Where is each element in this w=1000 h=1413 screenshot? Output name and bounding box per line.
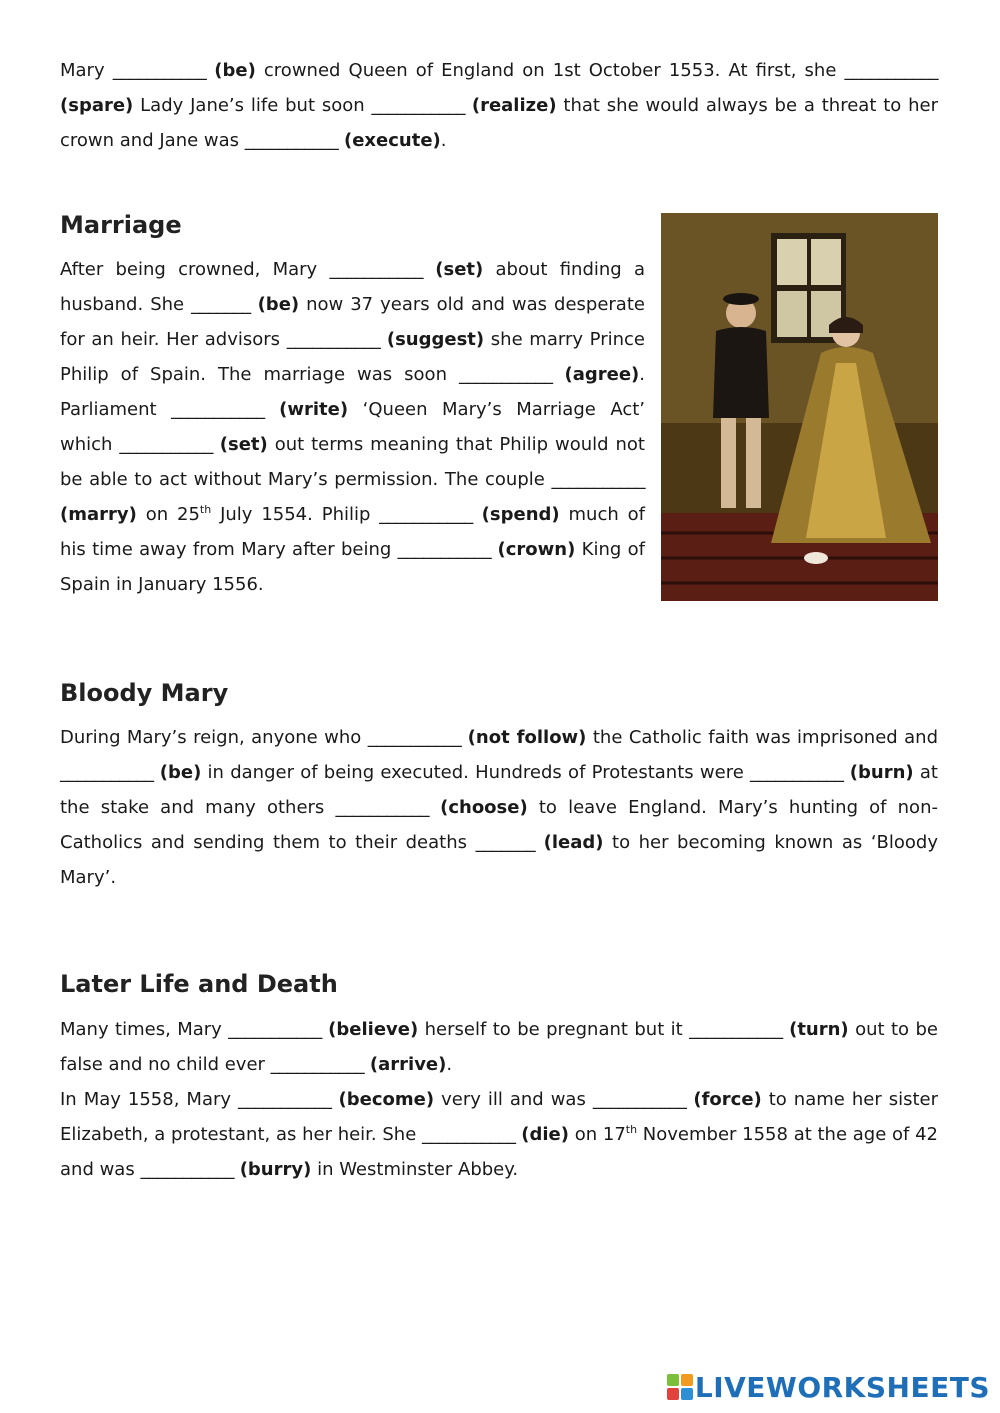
- verb-hint: (die): [521, 1124, 569, 1145]
- text: .: [446, 1054, 453, 1075]
- verb-hint: (write): [279, 399, 349, 420]
- intro-paragraph: [60, 53, 938, 158]
- text: now 37 years old and was desperate for an heir. Her advisors: [60, 294, 645, 350]
- later-life-paragraph-1: [60, 1012, 938, 1082]
- verb-hint: (force): [693, 1089, 762, 1110]
- answer-blank[interactable]: ___________: [750, 762, 844, 783]
- answer-blank[interactable]: ___________: [140, 1159, 234, 1180]
- answer-blank[interactable]: ___________: [60, 762, 154, 783]
- verb-hint: (not follow): [467, 727, 587, 748]
- verb-hint: (spare): [60, 95, 134, 116]
- text: the Catholic faith was imprisoned and: [592, 727, 938, 748]
- verb-hint: (execute): [344, 130, 441, 151]
- verb-hint: (set): [435, 259, 484, 280]
- section-heading-later-life: Later Life and Death: [60, 970, 338, 998]
- verb-hint: (realize): [471, 95, 557, 116]
- text: on 17: [574, 1124, 626, 1145]
- text: July 1554. Philip: [220, 504, 371, 525]
- answer-blank[interactable]: ___________: [112, 60, 207, 81]
- answer-blank[interactable]: ___________: [371, 95, 465, 116]
- text: much of his time away from Mary after being: [60, 504, 645, 560]
- text: During Mary’s reign, anyone who: [60, 727, 362, 748]
- answer-blank[interactable]: ___________: [270, 1054, 365, 1075]
- verb-hint: (suggest): [386, 329, 485, 350]
- answer-blank[interactable]: ___________: [551, 469, 645, 490]
- text: herself to be pregnant but it: [424, 1019, 683, 1040]
- answer-blank[interactable]: ___________: [379, 504, 473, 525]
- answer-blank[interactable]: ___________: [238, 1089, 332, 1110]
- answer-blank[interactable]: ___________: [171, 399, 265, 420]
- answer-blank[interactable]: ___________: [367, 727, 462, 748]
- answer-blank[interactable]: ___________: [689, 1019, 783, 1040]
- answer-blank[interactable]: ___________: [286, 329, 381, 350]
- marriage-paragraph: [60, 252, 645, 602]
- text: Many times, Mary: [60, 1019, 222, 1040]
- verb-hint: (arrive): [369, 1054, 447, 1075]
- text: to leave England. Mary’s hunting of non-Catholics and sending them to their deaths: [60, 797, 938, 853]
- text: she marry Prince Philip of Spain. The marriage was soon: [60, 329, 645, 385]
- text: out to be false and no child ever: [60, 1019, 938, 1075]
- later-life-paragraph-2: [60, 1082, 938, 1187]
- verb-hint: (be): [257, 294, 300, 315]
- bloody-mary-paragraph: [60, 720, 938, 895]
- answer-blank[interactable]: ___________: [458, 364, 553, 385]
- verb-hint: (spend): [481, 504, 560, 525]
- answer-blank[interactable]: ___________: [844, 60, 938, 81]
- verb-hint: (burry): [239, 1159, 312, 1180]
- answer-blank[interactable]: ___________: [422, 1124, 516, 1145]
- text: in danger of being executed. Hundreds of Protestants were: [207, 762, 744, 783]
- portrait-painting-icon: [661, 213, 938, 601]
- text: November 1558 at the age of 42 and was: [60, 1124, 938, 1180]
- verb-hint: (crown): [497, 539, 576, 560]
- text: King of Spain in January 1556.: [60, 539, 645, 595]
- answer-blank[interactable]: ___________: [244, 130, 339, 151]
- verb-hint: (lead): [543, 832, 604, 853]
- verb-hint: (set): [219, 434, 268, 455]
- verb-hint: (turn): [789, 1019, 849, 1040]
- verb-hint: (marry): [60, 504, 137, 525]
- text: Lady Jane’s life but soon: [140, 95, 365, 116]
- text: .: [440, 130, 447, 151]
- text: After being crowned, Mary: [60, 259, 318, 280]
- text: very ill and was: [441, 1089, 586, 1110]
- answer-blank[interactable]: ___________: [329, 259, 423, 280]
- answer-blank[interactable]: _______: [191, 294, 251, 315]
- text: Mary: [60, 60, 105, 81]
- text: out terms meaning that Philip would not be able to act without Mary’s permission. The couple: [60, 434, 645, 490]
- text: that she would always be a threat to her crown and Jane was: [60, 95, 938, 151]
- answer-blank[interactable]: ___________: [592, 1089, 687, 1110]
- liveworksheets-logo: [667, 1367, 990, 1407]
- text: to her becoming known as ‘Bloody Mary’.: [60, 832, 938, 888]
- superscript: th: [199, 503, 212, 516]
- text: to name her sister Elizabeth, a protestant, as her heir. She: [60, 1089, 938, 1145]
- section-heading-bloody-mary: Bloody Mary: [60, 679, 229, 707]
- verb-hint: (be): [159, 762, 202, 783]
- text: In May 1558, Mary: [60, 1089, 232, 1110]
- text: about finding a husband. She: [60, 259, 645, 315]
- verb-hint: (choose): [440, 797, 528, 818]
- verb-hint: (believe): [328, 1019, 419, 1040]
- text: at the stake and many others: [60, 762, 938, 818]
- verb-hint: (burn): [849, 762, 914, 783]
- logo-text: LIVEWORKSHEETS: [694, 1370, 990, 1404]
- verb-hint: (be): [214, 60, 256, 81]
- text: crowned Queen of England on 1st October 1553. At first, she: [263, 60, 837, 81]
- answer-blank[interactable]: ___________: [119, 434, 213, 455]
- superscript: th: [625, 1123, 638, 1136]
- verb-hint: (agree): [564, 364, 640, 385]
- text: in Westminster Abbey.: [317, 1159, 519, 1180]
- section-heading-marriage: Marriage: [60, 211, 182, 239]
- text: . Parliament: [60, 364, 645, 420]
- answer-blank[interactable]: ___________: [228, 1019, 322, 1040]
- answer-blank[interactable]: ___________: [335, 797, 429, 818]
- text: ‘Queen Mary’s Marriage Act’ which: [60, 399, 646, 455]
- logo-mark-icon: [667, 1374, 693, 1400]
- verb-hint: (become): [338, 1089, 435, 1110]
- answer-blank[interactable]: ___________: [397, 539, 492, 560]
- answer-blank[interactable]: _______: [475, 832, 536, 853]
- text: on 25: [145, 504, 200, 525]
